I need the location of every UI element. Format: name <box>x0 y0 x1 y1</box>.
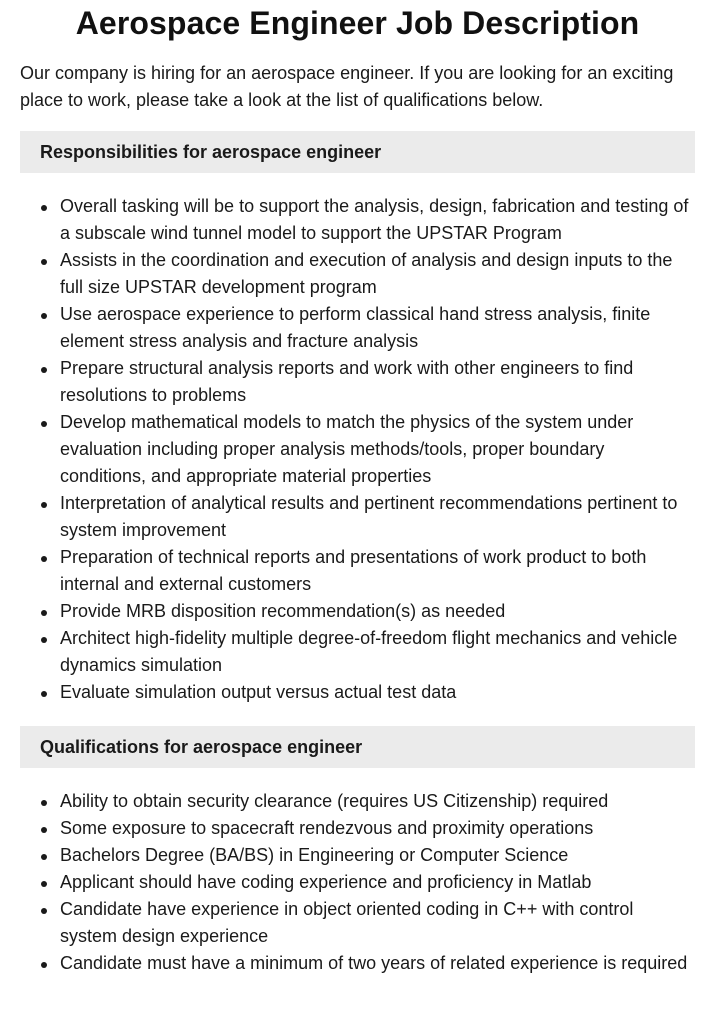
list-item-text: Use aerospace experience to perform classical hand stress analysis, finite element stress analysis and fracture analysis <box>60 304 651 351</box>
list-item-text: Applicant should have coding experience and proficiency in Matlab <box>60 872 592 892</box>
bullet-icon <box>41 367 47 373</box>
list-item <box>20 544 695 598</box>
list-item-text: Ability to obtain security clearance (requires US Citizenship) required <box>60 791 609 811</box>
list-item-text: Prepare structural analysis reports and work with other engineers to find resolutions to problems <box>60 358 634 405</box>
bullet-icon <box>41 502 47 508</box>
bullet-icon <box>41 854 47 860</box>
responsibilities-list <box>20 193 695 706</box>
list-item <box>20 355 695 409</box>
qualifications-list <box>20 788 695 977</box>
list-item-text: Candidate must have a minimum of two years of related experience is required <box>60 953 688 973</box>
bullet-icon <box>41 610 47 616</box>
list-item-text: Develop mathematical models to match the physics of the system under evaluation including proper analysis methods/tools, proper boundary conditions, and appropriate material properties <box>60 412 634 486</box>
list-item-text: Preparation of technical reports and presentations of work product to both internal and external customers <box>60 547 647 594</box>
list-item <box>20 788 695 815</box>
list-item-text: Some exposure to spacecraft rendezvous and proximity operations <box>60 818 594 838</box>
bullet-icon <box>41 908 47 914</box>
list-item <box>20 896 695 950</box>
list-item-text: Architect high-fidelity multiple degree-of-freedom flight mechanics and vehicle dynamics simulation <box>60 628 678 675</box>
list-item <box>20 815 695 842</box>
list-item <box>20 490 695 544</box>
list-item-text: Candidate have experience in object oriented coding in C++ with control system design experience <box>60 899 634 946</box>
bullet-icon <box>41 962 47 968</box>
bullet-icon <box>41 313 47 319</box>
list-item-text: Overall tasking will be to support the analysis, design, fabrication and testing of a subscale wind tunnel model to support the UPSTAR Program <box>60 196 689 243</box>
bullet-icon <box>41 205 47 211</box>
list-item-text: Interpretation of analytical results and pertinent recommendations pertinent to system improvement <box>60 493 678 540</box>
list-item-text: Provide MRB disposition recommendation(s) as needed <box>60 601 506 621</box>
list-item <box>20 409 695 490</box>
bullet-icon <box>41 881 47 887</box>
intro-paragraph: Our company is hiring for an aerospace engineer. If you are looking for an exciting place to work, please take a look at the list of qualifications below. <box>20 63 674 110</box>
list-item <box>20 247 695 301</box>
bullet-icon <box>41 827 47 833</box>
list-item-text: Assists in the coordination and execution of analysis and design inputs to the full size UPSTAR development program <box>60 250 673 297</box>
list-item <box>20 679 695 706</box>
bullet-icon <box>41 691 47 697</box>
responsibilities-heading: Responsibilities for aerospace engineer <box>20 131 695 173</box>
bullet-icon <box>41 421 47 427</box>
bullet-icon <box>41 556 47 562</box>
list-item <box>20 950 695 977</box>
list-item <box>20 301 695 355</box>
list-item <box>20 625 695 679</box>
list-item <box>20 598 695 625</box>
list-item <box>20 842 695 869</box>
list-item <box>20 869 695 896</box>
list-item-text: Evaluate simulation output versus actual test data <box>60 682 457 702</box>
list-item-text: Bachelors Degree (BA/BS) in Engineering or Computer Science <box>60 845 569 865</box>
bullet-icon <box>41 800 47 806</box>
bullet-icon <box>41 637 47 643</box>
list-item <box>20 193 695 247</box>
page-title: Aerospace Engineer Job Description <box>75 5 640 41</box>
bullet-icon <box>41 259 47 265</box>
qualifications-heading: Qualifications for aerospace engineer <box>20 726 695 768</box>
